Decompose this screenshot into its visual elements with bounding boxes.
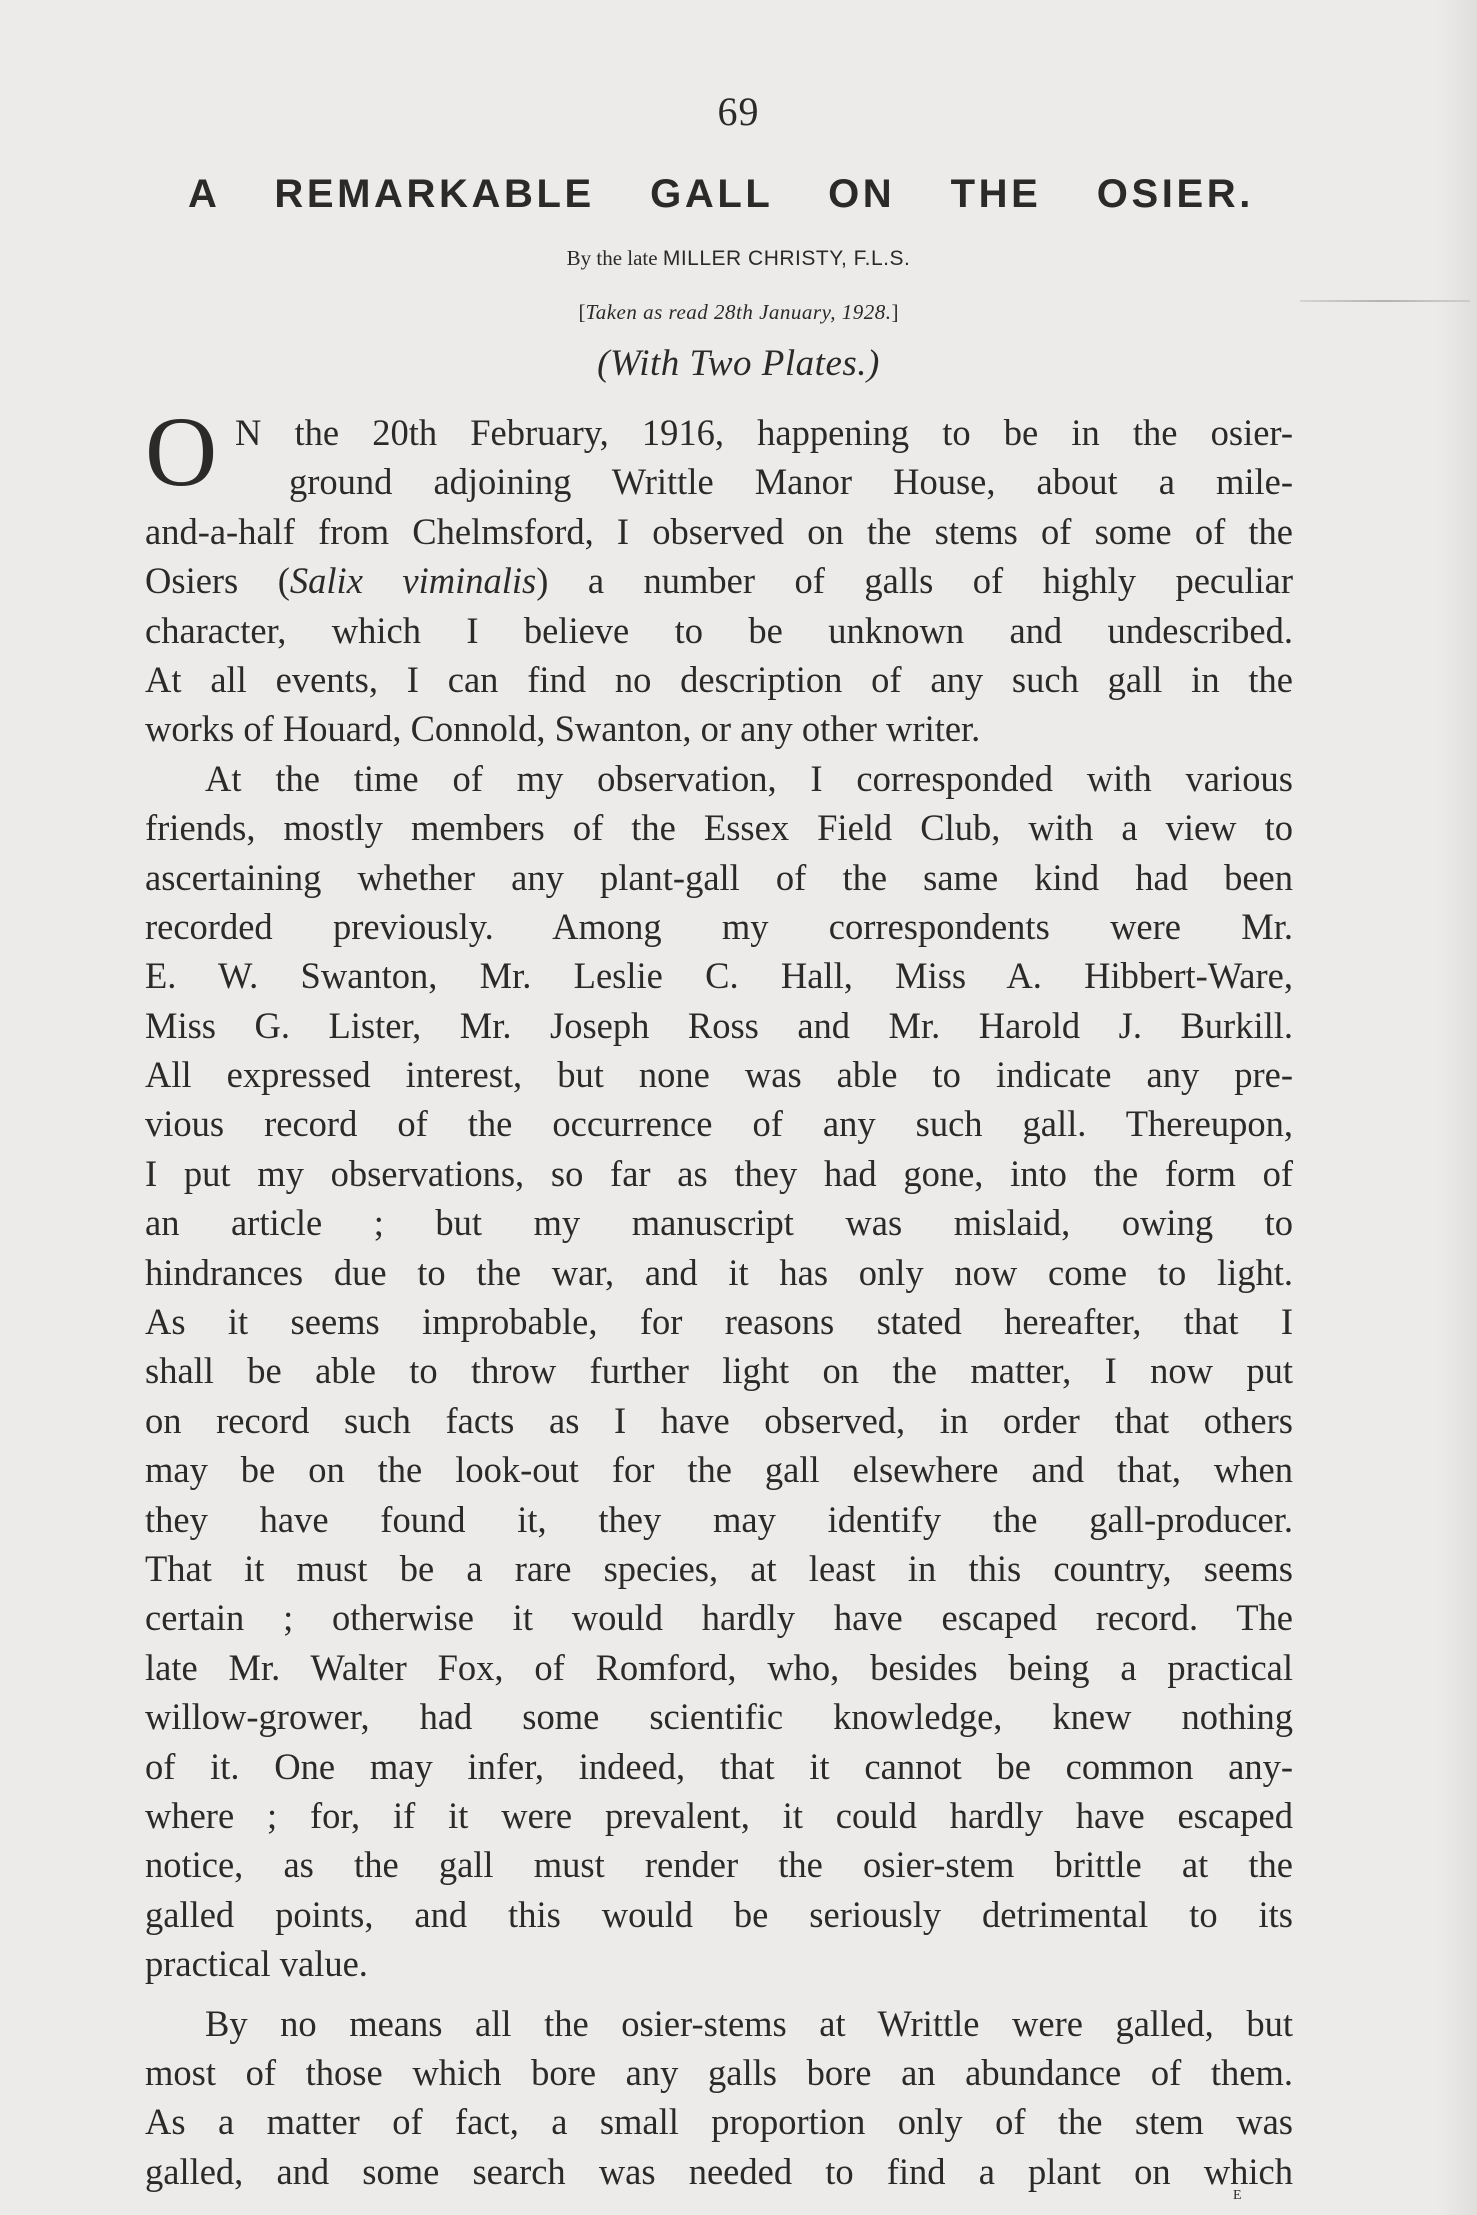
drop-cap-lines xyxy=(145,408,1293,507)
text-line-end: ) a number of galls of highly peculiar xyxy=(536,560,1293,602)
text-line: At all events, I can find no description of any such gall in the xyxy=(145,658,1293,700)
text-line: Miss G. Lister, Mr. Joseph Ross and Mr. Harold J. Burkill. xyxy=(145,1004,1293,1046)
byline xyxy=(0,246,1477,271)
paragraph-2 xyxy=(145,754,1293,1989)
article-body xyxy=(145,396,1293,2196)
paragraph-1 xyxy=(145,396,1293,754)
read-note-text: Taken as read 28th January, 1928. xyxy=(585,300,892,324)
text-line: practical value. xyxy=(145,1943,368,1985)
text-line: of it. One may infer, indeed, that it cannot be common any- xyxy=(145,1745,1293,1787)
text-line: they have found it, they may identify the gall-producer. xyxy=(145,1498,1293,1540)
text-line: That it must be a rare species, at least in this country, seems xyxy=(145,1547,1293,1589)
text-line xyxy=(145,556,1293,605)
page-number: 69 xyxy=(717,89,760,134)
text-line: willow-grower, had some scientific knowledge, knew nothing xyxy=(145,1696,1293,1738)
text-line: character, which I believe to be unknown and undescribed. xyxy=(145,609,1293,651)
text-line: galled points, and this would be seriously detrimental to its xyxy=(145,1893,1293,1935)
read-note-close-bracket: ] xyxy=(891,300,899,324)
text-line: ground adjoining Writtle Manor House, about a mile- xyxy=(289,461,1293,503)
text-line: N the 20th February, 1916, happening to be in the osier- xyxy=(235,412,1293,453)
text-line: may be on the look-out for the gall elsewhere and that, when xyxy=(145,1449,1293,1491)
author-name: MILLER CHRISTY, F.L.S. xyxy=(662,247,911,270)
plates-note: (With Two Plates.) xyxy=(597,343,880,384)
text-line: on record such facts as I have observed, in order that others xyxy=(145,1399,1293,1441)
text-line: where ; for, if it were prevalent, it could hardly have escaped xyxy=(145,1794,1293,1836)
page-edge-shadow xyxy=(1437,0,1477,2215)
text-line: ascertaining whether any plant-gall of the same kind had been xyxy=(145,856,1293,898)
paragraph-3 xyxy=(145,1999,1293,2197)
text-line: E. W. Swanton, Mr. Leslie C. Hall, Miss A. Hibbert-Ware, xyxy=(145,955,1293,997)
text-line: works of Houard, Connold, Swanton, or any other writer. xyxy=(145,708,981,750)
text-line: As a matter of fact, a small proportion only of the stem was xyxy=(145,2101,1293,2143)
species-name: Salix viminalis xyxy=(289,560,537,602)
drop-cap: O xyxy=(145,396,218,507)
text-line: an article ; but my manuscript was mislaid, owing to xyxy=(145,1202,1293,1244)
text-line: late Mr. Walter Fox, of Romford, who, besides being a practical xyxy=(145,1646,1293,1688)
article-title: A REMARKABLE GALL ON THE OSIER. xyxy=(188,172,1254,216)
read-note xyxy=(0,300,1477,325)
text-line: hindrances due to the war, and it has only now come to light. xyxy=(145,1251,1293,1293)
signature-mark: E xyxy=(1233,2188,1243,2203)
text-line: recorded previously. Among my correspondents were Mr. xyxy=(145,905,1293,947)
text-line: and-a-half from Chelmsford, I observed on the stems of some of the xyxy=(145,510,1293,552)
byline-prefix: By the late xyxy=(566,246,663,270)
text-line: friends, mostly members of the Essex Field Club, with a view to xyxy=(145,807,1293,849)
text-line: As it seems improbable, for reasons stated hereafter, that I xyxy=(145,1301,1293,1343)
text-line: notice, as the gall must render the osier-stem brittle at the xyxy=(145,1844,1293,1886)
text-line-start: Osiers ( xyxy=(145,560,290,602)
text-line: vious record of the occurrence of any such gall. Thereupon, xyxy=(145,1103,1293,1145)
text-line: shall be able to throw further light on the matter, I now put xyxy=(145,1350,1293,1392)
read-note-open-bracket: [ xyxy=(578,300,586,324)
text-line: I put my observations, so far as they had gone, into the form of xyxy=(145,1152,1293,1194)
text-line: certain ; otherwise it would hardly have escaped record. The xyxy=(145,1597,1293,1639)
text-line: By no means all the osier-stems at Writtle were galled, but xyxy=(205,2002,1293,2044)
text-line: most of those which bore any galls bore an abundance of them. xyxy=(145,2051,1293,2093)
text-line: galled, and some search was needed to find a plant on which xyxy=(145,2150,1293,2192)
paragraph-gap xyxy=(145,1989,1293,1999)
text-line: All expressed interest, but none was able to indicate any pre- xyxy=(145,1054,1293,1096)
text-line: At the time of my observation, I corresponded with various xyxy=(205,757,1293,799)
